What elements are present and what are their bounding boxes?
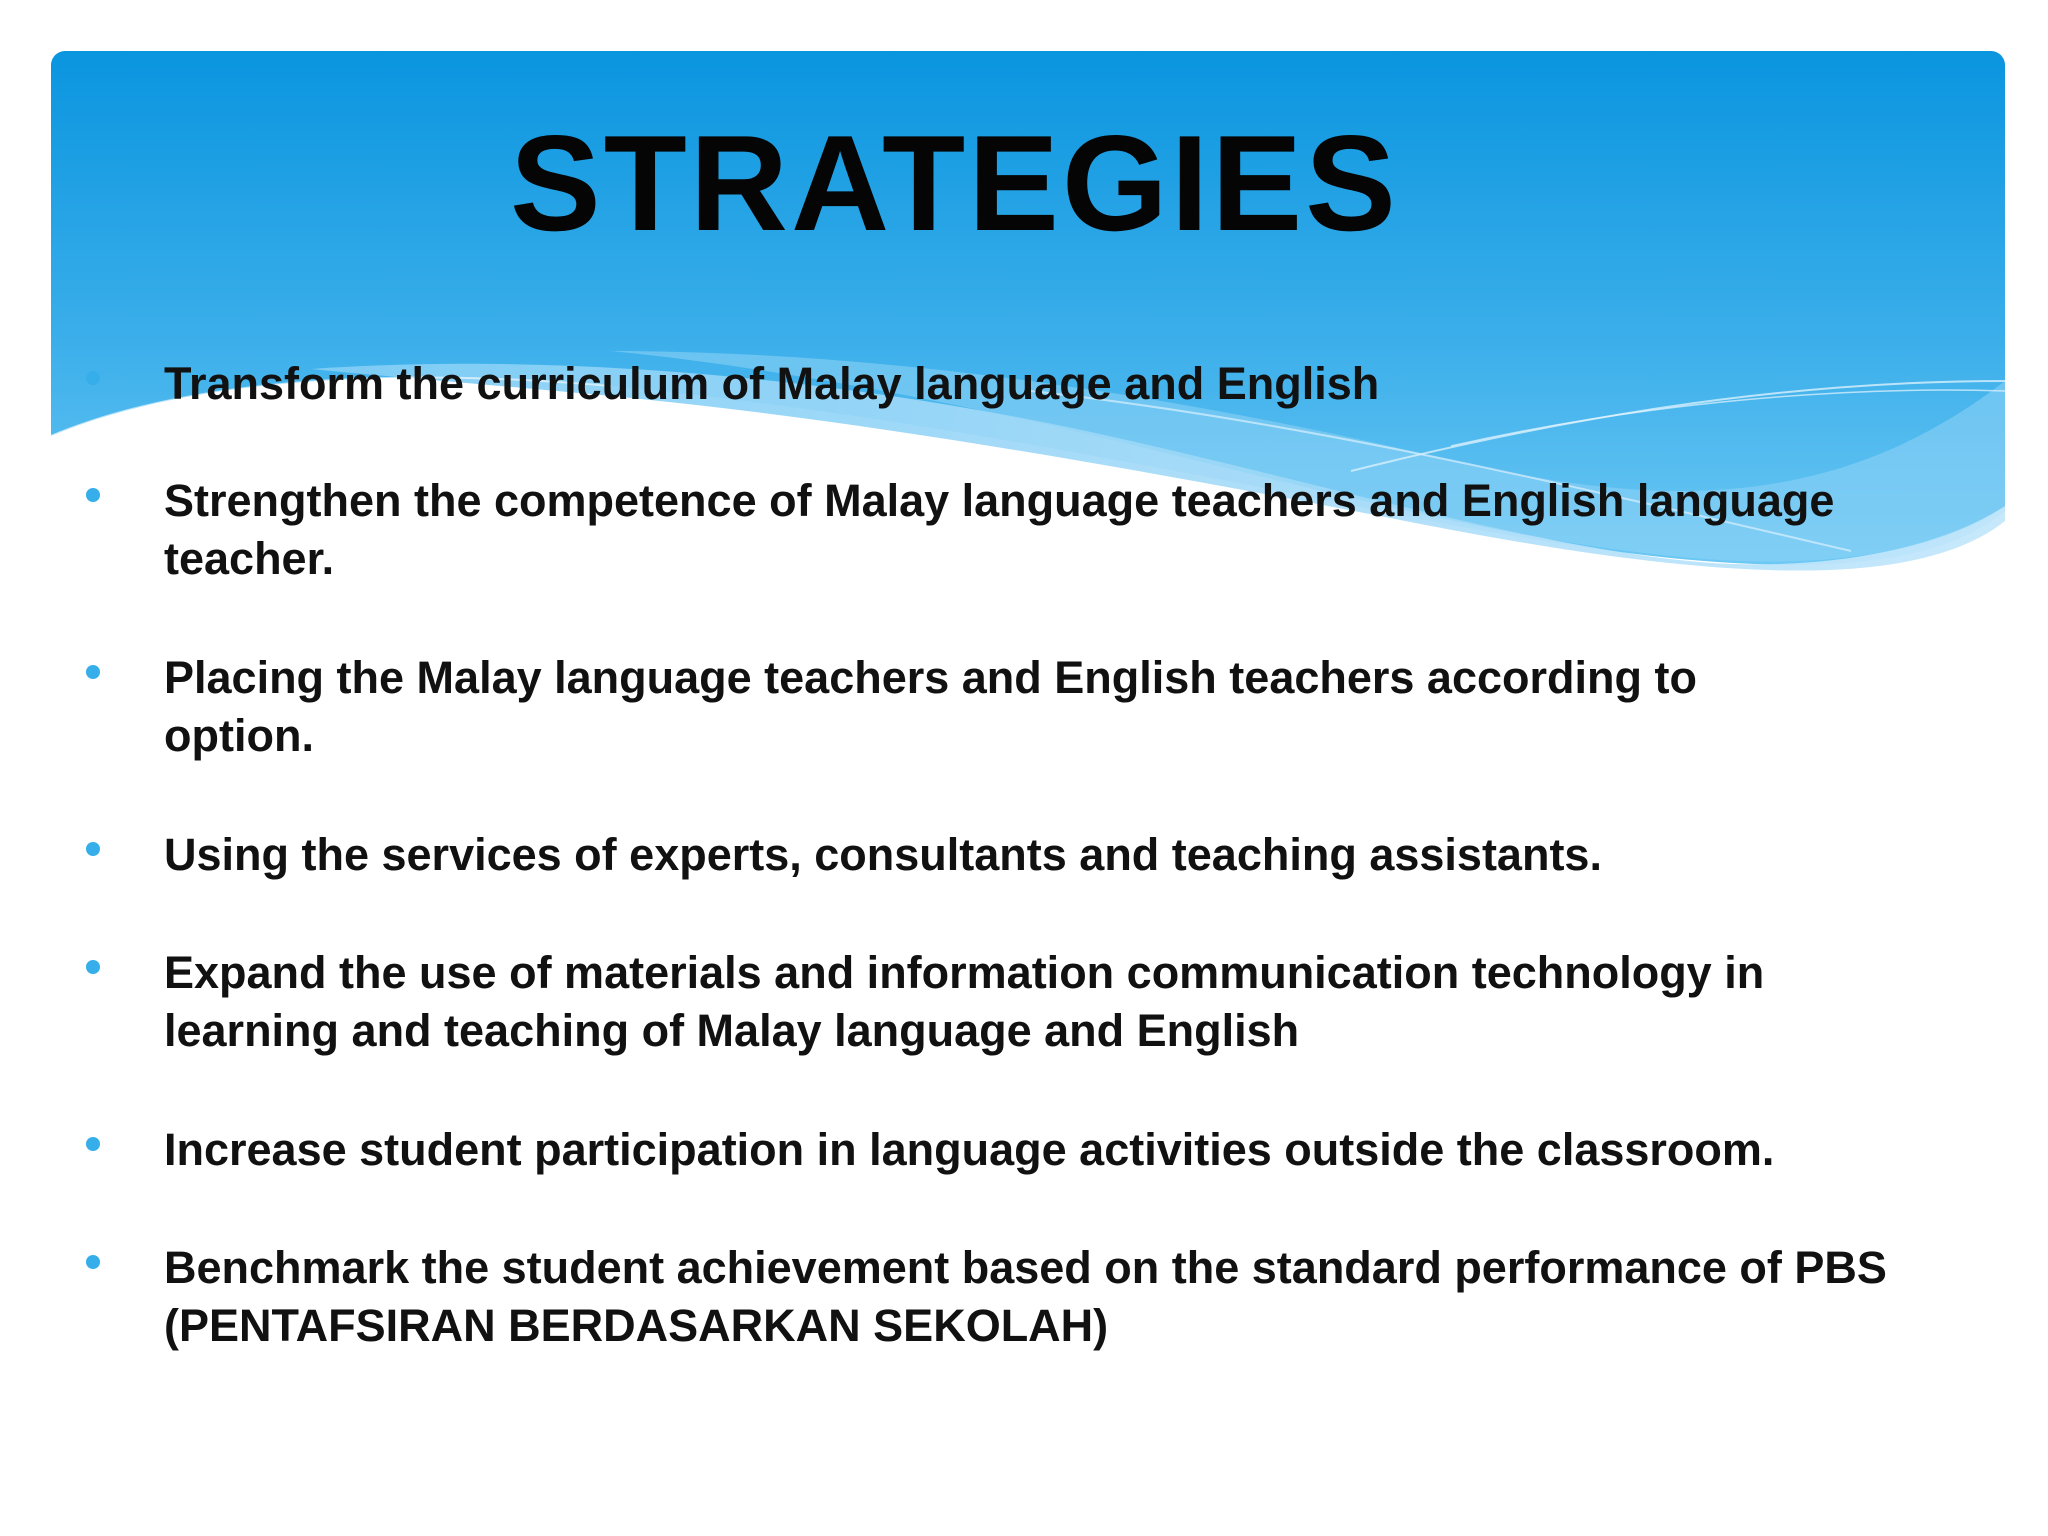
- bullet-dot-icon: [86, 1137, 100, 1151]
- bullet-text: Placing the Malay language teachers and English teachers according to option.: [164, 652, 1697, 761]
- bullet-text: Increase student participation in language activities outside the classroom.: [164, 1124, 1775, 1175]
- bullet-dot-icon: [86, 665, 100, 679]
- bullet-text: Expand the use of materials and information communication technology in learning and teaching of Malay language and English: [164, 947, 1765, 1056]
- bullet-text: Benchmark the student achievement based on the standard performance of PBS (PENTAFSIRAN BERDASARKAN SEKOLAH): [164, 1242, 1887, 1351]
- bullet-text: Strengthen the competence of Malay language teachers and English language teacher.: [164, 475, 1835, 584]
- bullet-dot-icon: [86, 1255, 100, 1269]
- bullet-text: Using the services of experts, consultants and teaching assistants.: [164, 829, 1602, 880]
- slide-title: STRATEGIES: [510, 107, 1399, 259]
- bullet-dot-icon: [86, 960, 100, 974]
- bullet-dot-icon: [86, 371, 100, 385]
- bullet-dot-icon: [86, 488, 100, 502]
- bullet-text: Transform the curriculum of Malay language and English: [164, 358, 1380, 409]
- bullet-dot-icon: [86, 842, 100, 856]
